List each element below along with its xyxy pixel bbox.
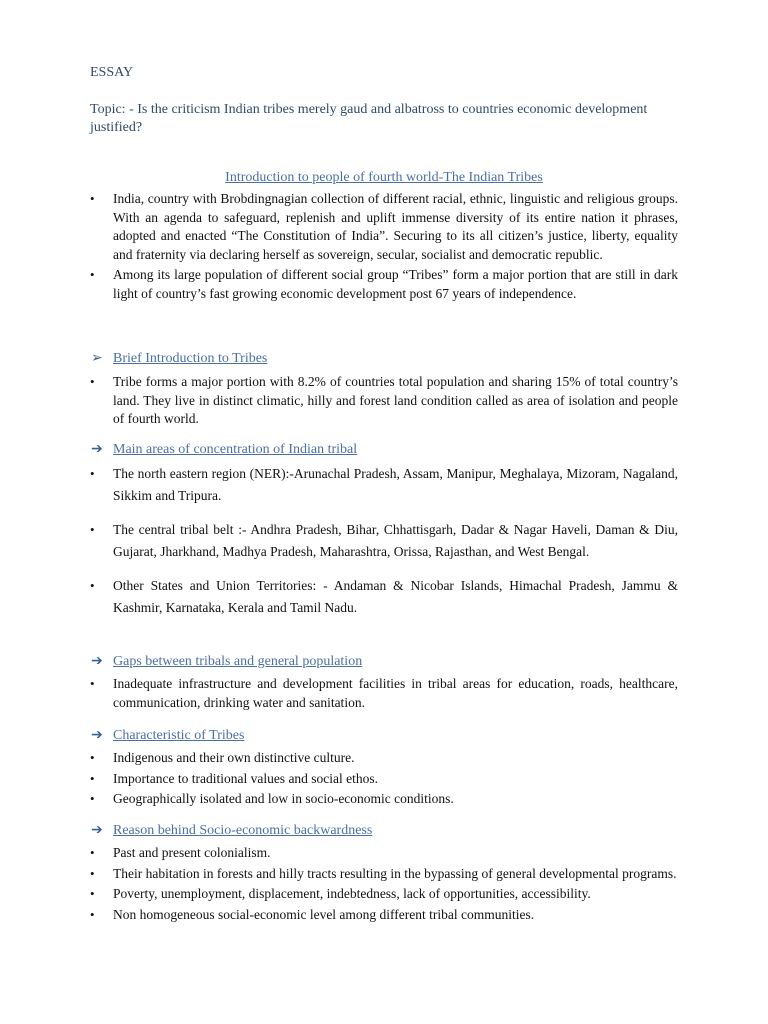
bullet-dot-icon: •	[90, 191, 95, 206]
list-item-text: Their habitation in forests and hilly tracts resulting in the bypassing of general developmental programs.	[113, 865, 677, 881]
list-item	[90, 865, 678, 884]
intro-list	[90, 190, 678, 305]
list-item-text: India, country with Brobdingnagian collection of different racial, ethnic, linguistic and religious groups. With an agenda to safeguard, replenish and uplift immense diversity of its entire nation it phrases, adopted and enacted “The Constitution of India”. Securing to its all citizen’s justice, liberty, equality and fraternity via declaring herself as sovereign, secular, socialist and democratic republic.	[113, 191, 678, 262]
bullet-dot-icon: •	[90, 267, 95, 282]
bullet-dot-icon: •	[90, 865, 95, 881]
arrow-right-icon: ➔	[91, 654, 103, 669]
section-title: Reason behind Socio-economic backwardness	[113, 823, 373, 838]
intro-bullet-1	[90, 190, 678, 264]
intro-bullet-2	[90, 266, 678, 303]
arrowhead-bullet-icon: ➢	[91, 351, 103, 366]
list-item-text: Inadequate infrastructure and development facilities in tribal areas for education, roads, healthcare, communication, drinking water and sanitation.	[113, 676, 678, 710]
section-title: Gaps between tribals and general population	[113, 654, 363, 669]
list-item-text: The central tribal belt :- Andhra Pradesh, Bihar, Chhattisgarh, Dadar & Nagar Haveli, Daman & Diu, Gujarat, Jharkhand, Madhya Pradesh, Maharashtra, Orissa, Rajasthan, and West Bengal.	[113, 522, 678, 559]
bullet-dot-icon: •	[90, 374, 95, 389]
list-item	[90, 885, 678, 904]
section-list-gaps	[90, 675, 678, 714]
list-item-text: Tribe forms a major portion with 8.2% of countries total population and sharing 15% of total country’s land. They live in distinct climatic, hilly and forest land condition called as area of isolation and people of fourth world.	[113, 374, 678, 426]
bullet-dot-icon: •	[90, 466, 95, 481]
list-item	[90, 463, 678, 506]
list-item-text: Other States and Union Territories: - Andaman & Nicobar Islands, Himachal Pradesh, Jammu & Kashmir, Karnataka, Kerala and Tamil Nadu.	[113, 578, 678, 615]
list-item-text: Indigenous and their own distinctive culture.	[113, 750, 355, 765]
list-item	[90, 373, 678, 429]
bullet-dot-icon: •	[90, 578, 95, 593]
bullet-dot-icon: •	[90, 906, 95, 922]
list-item	[90, 790, 678, 809]
essay-label: ESSAY	[90, 65, 134, 80]
section-list-main-areas	[90, 463, 678, 618]
section-title: Characteristic of Tribes	[113, 728, 245, 743]
list-item-text: Importance to traditional values and social ethos.	[113, 770, 379, 786]
list-item-text: Poverty, unemployment, displacement, indebtedness, lack of opportunities, accessibility.	[113, 886, 591, 901]
arrow-right-icon: ➔	[91, 442, 103, 457]
bullet-dot-icon: •	[90, 791, 95, 806]
section-list-characteristics	[90, 749, 678, 811]
list-item-text: Past and present colonialism.	[113, 845, 271, 860]
list-item	[90, 906, 678, 925]
section-list-brief-intro	[90, 373, 678, 431]
section-heading-backwardness	[91, 822, 372, 839]
section-heading-brief-intro	[91, 350, 267, 367]
list-item-text: Among its large population of different social group “Tribes” form a major portion that are still in dark light of country’s fast growing economic development post 67 years of independence.	[113, 267, 678, 301]
list-item	[90, 519, 678, 562]
list-item	[90, 675, 678, 712]
intro-heading: Introduction to people of fourth world-The Indian Tribes	[225, 170, 543, 185]
section-heading-characteristics	[91, 727, 244, 744]
bullet-dot-icon: •	[90, 522, 95, 537]
list-item-text: Geographically isolated and low in socio-economic conditions.	[113, 791, 454, 806]
list-item	[90, 770, 678, 789]
list-item	[90, 749, 678, 768]
bullet-dot-icon: •	[90, 676, 95, 691]
bullet-dot-icon: •	[90, 770, 95, 786]
section-title: Brief Introduction to Tribes	[113, 351, 268, 366]
list-item-text: Non homogeneous social-economic level among different tribal communities.	[113, 906, 535, 922]
bullet-dot-icon: •	[90, 750, 95, 765]
section-title: Main areas of concentration of Indian tribal	[113, 442, 358, 457]
section-heading-main-areas	[91, 441, 357, 458]
section-list-backwardness	[90, 844, 678, 926]
arrow-right-icon: ➔	[91, 823, 103, 838]
section-heading-gaps	[91, 653, 362, 670]
list-item-text: The north eastern region (NER):-Arunachal Pradesh, Assam, Manipur, Meghalaya, Mizoram, Nagaland, Sikkim and Tripura.	[113, 466, 678, 503]
bullet-dot-icon: •	[90, 845, 95, 860]
list-item	[90, 844, 678, 863]
bullet-dot-icon: •	[90, 886, 95, 901]
essay-topic: Topic: - Is the criticism Indian tribes merely gaud and albatross to countries economic development justified?	[90, 102, 648, 135]
arrow-right-icon: ➔	[91, 728, 103, 743]
list-item	[90, 575, 678, 618]
